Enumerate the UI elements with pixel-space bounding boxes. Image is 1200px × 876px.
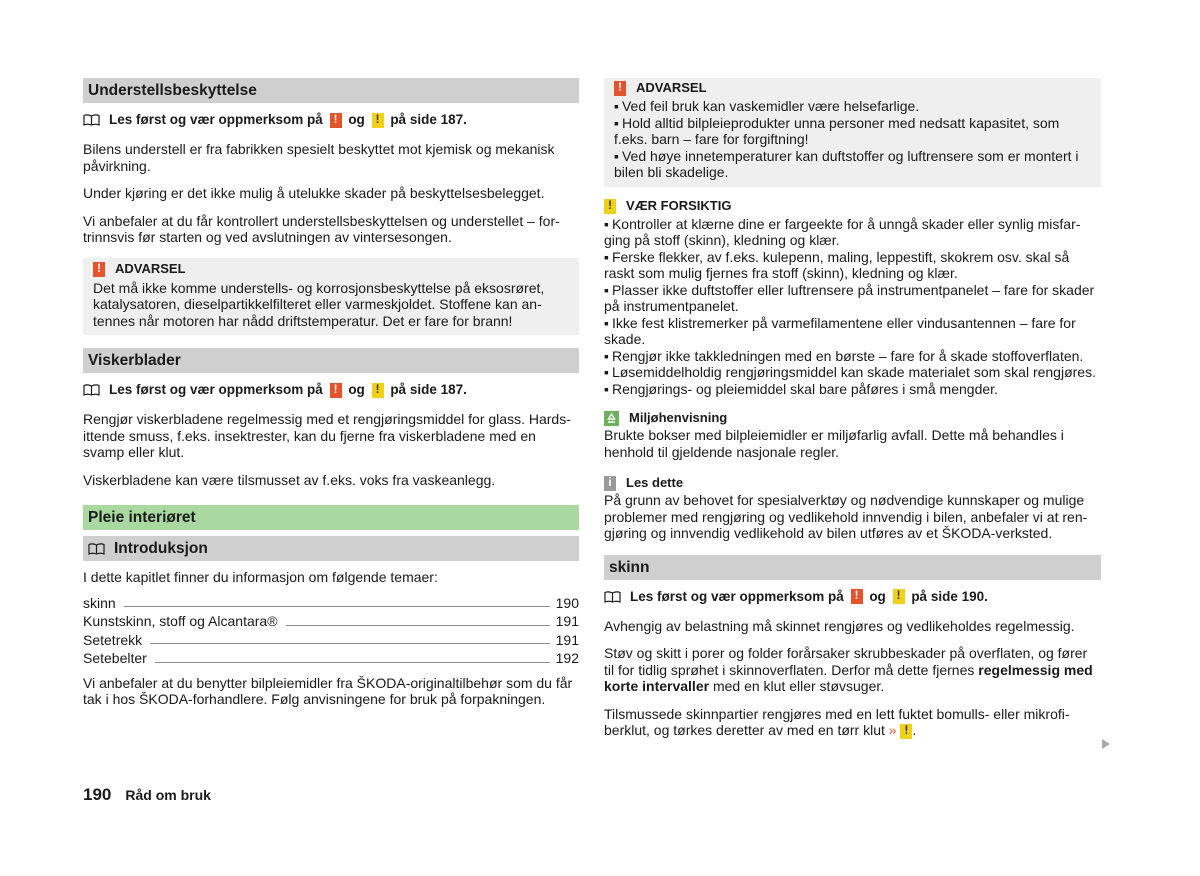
toc-page: 191: [555, 613, 579, 629]
info-square-icon: i: [604, 476, 616, 491]
toc-entry[interactable]: [83, 593, 579, 612]
reference-line: [83, 111, 579, 129]
paragraph: Bilens understell er fra fabrikken spesielt beskyttet mot kjemisk og mekanisk påvirkning.: [83, 141, 555, 174]
warning-icon[interactable]: !: [330, 383, 342, 398]
paragraph-text: Støv og skitt i porer og folder forårsaker skrubbeskader på overflaten, og fører til for tidlig sprøhet i skinnoverflaten. Derfor må dette fjernes: [604, 645, 1088, 678]
reference-text-and: og: [344, 112, 369, 127]
triangle-right-icon: [1102, 739, 1110, 749]
table-of-contents: [83, 593, 579, 667]
toc-label: Kunstskinn, stoff og Alcantara®: [83, 613, 278, 629]
caution-note: [604, 198, 1101, 398]
paragraph-emphasis: regelmessig med korte intervaller: [604, 661, 1093, 694]
environment-text: Brukte bokser med bilpleiemidler er miljøfarlig avfall. Dette må behandles i henhold til gjeldende nasjonale regler.: [604, 427, 1064, 460]
warning-icon[interactable]: !: [330, 113, 342, 128]
paragraph: Under kjøring er det ikke mulig å utelukke skader på beskyttelsesbelegget.: [83, 185, 545, 201]
paragraph: Vi anbefaler at du benytter bilpleiemidler fra ŠKODA-originaltilbehør som du får tak i hos ŠKODA-forhandlere. Følg anvisningene for bruk på forpakningen.: [83, 674, 573, 707]
toc-label: Setetrekk: [83, 631, 143, 648]
reference-text-start: Les først og vær oppmerksom på: [109, 112, 327, 127]
paragraph: Avhengig av belastning må skinnet rengjøres og vedlikeholdes regelmessig.: [604, 617, 1075, 634]
exclamation-square-icon: !: [93, 262, 105, 277]
paragraph-text: med en klut eller støvsuger.: [709, 678, 885, 694]
open-book-icon: [83, 114, 100, 126]
toc-label: skinn: [83, 594, 116, 611]
chapter-heading-pleie-interioret: Pleie interiøret: [83, 505, 579, 530]
toc-page: 190: [555, 594, 579, 611]
warning-label: ADVARSEL: [115, 261, 186, 277]
paragraph: Viskerbladene kan være tilsmusset av f.eks. voks fra vaskeanlegg.: [83, 471, 496, 488]
list-item: ▪ Løsemiddelholdig rengjøringsmiddel kan skade materialet som skal rengjøres.: [604, 364, 1101, 381]
exclamation-square-icon: !: [614, 81, 626, 96]
list-item: ▪ Hold alltid bilpleieprodukter unna personer med nedsatt kapasitet, som f.eks. barn – fare for forgiftning!: [614, 115, 1093, 148]
warning-text: Det må ikke komme understells- og korrosjonsbeskyttelse på eksosrøret, katalysatoren, dieselpartikkelfilteret eller varmeskjoldet. Stoffene kan antennes når motoren har nådd driftstemperatur. Det er fare for brann!: [93, 279, 545, 329]
warning-title: [93, 262, 571, 278]
open-book-icon: [83, 384, 100, 396]
list-item: ▪ Plasser ikke duftstoffer eller luftrensere på instrumentpanelet – fare for skader på instrumentpanelet.: [604, 282, 1101, 315]
toc-leader: [155, 662, 550, 663]
caution-label: VÆR FORSIKTIG: [626, 198, 732, 214]
reference-text-and: og: [865, 588, 890, 604]
list-item: ▪ Ferske flekker, av f.eks. kulepenn, maling, leppestift, skokrem osv. skal så raskt som mulig fjernes fra stoff (skinn), kledning og klær.: [604, 249, 1101, 282]
list-item: ▪ Kontroller at klærne dine er fargeekte for å unngå skader eller synlig misfarging på stoff (skinn), kledning og klær.: [604, 216, 1101, 249]
reference-text-end: på side 187.: [386, 382, 467, 397]
toc-leader: [150, 643, 550, 644]
toc-entry[interactable]: [83, 630, 579, 649]
continue-marker[interactable]: »: [888, 722, 897, 738]
subsection-heading-introduksjon: [83, 536, 579, 561]
toc-leader: [124, 606, 550, 607]
reference-line: [604, 588, 1101, 606]
page-number: 190: [83, 785, 112, 804]
recycle-icon: [604, 411, 619, 426]
open-book-icon: [88, 543, 105, 555]
info-label: Les dette: [626, 474, 684, 490]
list-item: ▪ Rengjør ikke takkledningen med en børste – fare for å skade stoffoverflaten.: [604, 348, 1101, 365]
reference-text-start: Les først og vær oppmerksom på: [630, 588, 848, 604]
list-item: ▪ Rengjørings- og pleiemiddel skal bare påføres i små mengder.: [604, 381, 1101, 398]
caution-icon[interactable]: !: [893, 589, 905, 604]
left-column: [83, 78, 579, 708]
environment-label: Miljøhenvisning: [629, 409, 728, 425]
list-item: ▪ Ved feil bruk kan vaskemidler være helsefarlige.: [614, 98, 1093, 115]
caution-icon[interactable]: !: [372, 383, 384, 398]
caution-title: [604, 198, 1101, 216]
list-item: ▪ Ikke fest klistremerker på varmefilamentene eller vindusantennen – fare for skade.: [604, 315, 1101, 348]
info-note: [604, 474, 1101, 542]
warning-icon[interactable]: !: [851, 589, 863, 604]
section-heading-understellsbeskyttelse: Understellsbeskyttelse: [83, 78, 579, 103]
toc-entry[interactable]: [83, 648, 579, 667]
paragraph: I dette kapitlet finner du informasjon om følgende temaer:: [83, 569, 438, 585]
paragraph: Vi anbefaler at du får kontrollert understellsbeskyttelsen og understellet – fortrinnsvis før starten og ved avslutningen av vintersesongen.: [83, 212, 560, 245]
info-title: [604, 474, 1101, 492]
footer-section-label: Råd om bruk: [125, 787, 211, 803]
caution-icon[interactable]: !: [372, 113, 384, 128]
paragraph: Rengjør viskerbladene regelmessig med et rengjøringsmiddel for glass. Hardsittende smuss, f.eks. insektrester, kan du fjerne fra viskerbladene med en svamp eller klut.: [83, 411, 571, 460]
warning-label: ADVARSEL: [636, 79, 707, 95]
caution-list: [604, 216, 1101, 398]
section-heading-viskerblader: Viskerblader: [83, 348, 579, 373]
open-book-icon: [604, 591, 621, 603]
exclamation-square-icon: !: [604, 199, 616, 214]
warning-box: [83, 258, 579, 336]
right-column: [604, 78, 1101, 739]
list-item: ▪ Ved høye innetemperaturer kan duftstoffer og luftrensere som er montert i bilen bli skadelige.: [614, 148, 1093, 181]
page-footer: [83, 787, 211, 804]
reference-text-and: og: [344, 382, 369, 397]
reference-text-start: Les først og vær oppmerksom på: [109, 382, 327, 397]
section-heading-skinn: skinn: [604, 555, 1101, 580]
toc-label: Setebelter: [83, 650, 147, 666]
warning-list: [614, 98, 1093, 181]
paragraph: Tilsmussede skinnpartier rengjøres med en lett fuktet bomulls- eller mikrofiberklut, og tørkes deretter av med en tørr klut » ! .: [604, 705, 1070, 738]
caution-icon[interactable]: !: [900, 724, 912, 739]
warning-title: [614, 80, 1093, 96]
toc-leader: [286, 625, 550, 626]
environment-title: [604, 409, 1101, 427]
paragraph: [604, 645, 1101, 695]
environment-note: [604, 409, 1101, 460]
reference-text-end: på side 187.: [386, 112, 467, 127]
toc-page: 191: [555, 631, 579, 648]
toc-entry[interactable]: [83, 611, 579, 630]
toc-page: 192: [555, 650, 579, 666]
subsection-title: Introduksjon: [114, 540, 208, 557]
info-text: På grunn av behovet for spesialverktøy og nødvendige kunnskaper og mulige problemer med rengjøring og vedlikehold innvendig i bilen, anbefaler vi at rengjøring og innvendig vedlikehold av bilen utføres av et ŠKODA-verksted.: [604, 492, 1088, 541]
reference-text-end: på side 190.: [907, 588, 988, 604]
paragraph-text: Tilsmussede skinnpartier rengjøres med en lett fuktet bomulls- eller mikrofiberklut, og tørkes deretter av med en tørr klut: [604, 705, 1070, 738]
warning-box: [604, 78, 1101, 187]
reference-line: [83, 381, 579, 399]
